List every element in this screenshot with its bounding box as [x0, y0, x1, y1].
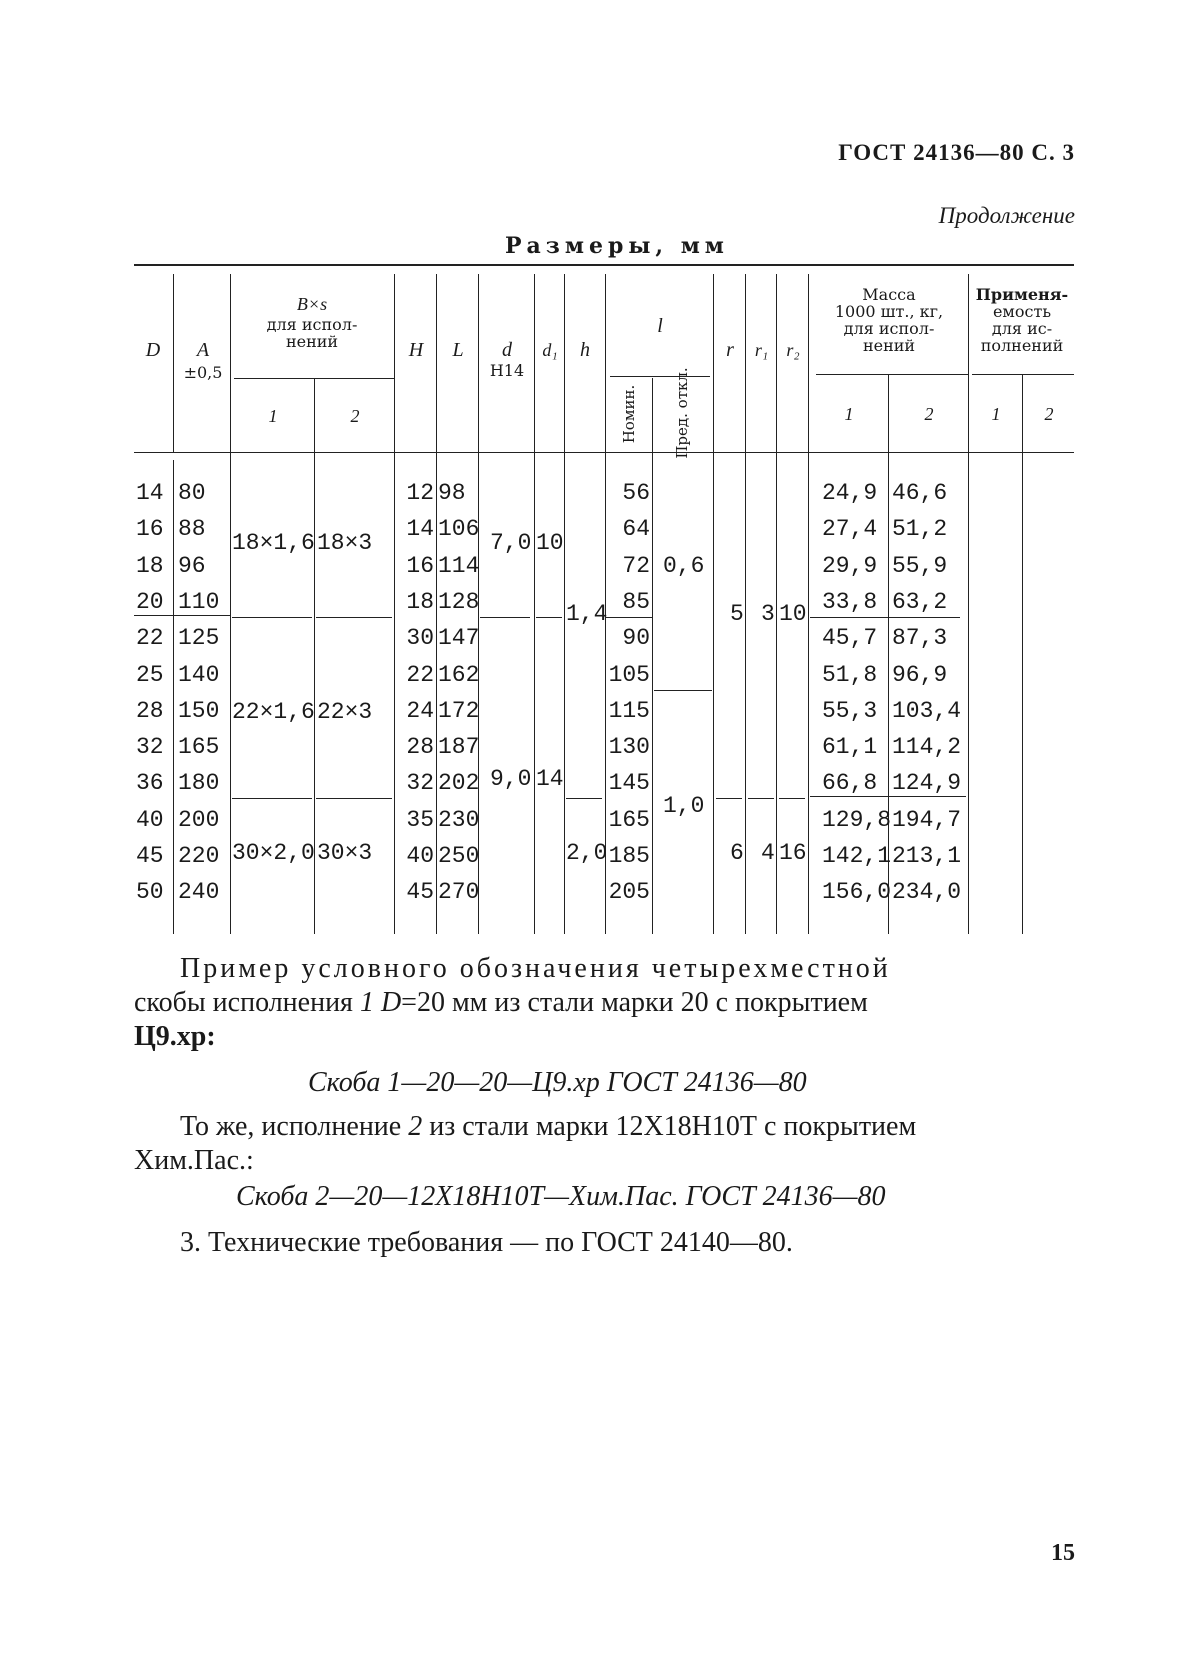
cell-m2-row-3: 55,9 — [892, 552, 948, 579]
cell-l-row-5: 90 — [622, 625, 650, 652]
cell-m1-row-2: 27,4 — [822, 516, 878, 543]
bxs-exec1-group1: 18×1,6 — [232, 530, 315, 556]
col-applicability-header-3: для ис- — [991, 319, 1053, 338]
cell-L-row-2: 106 — [438, 516, 480, 543]
cell-l-row-11: 185 — [608, 843, 650, 869]
r2-group2: 16 — [779, 840, 807, 866]
col-A-header: A — [196, 339, 210, 361]
technical-requirements: 3. Технические требования — по ГОСТ 24140—80. — [180, 1227, 793, 1258]
col-l-header: l — [657, 315, 663, 337]
cell-m1-row-12: 156,0 — [822, 879, 892, 906]
cell-H-row-8: 28 — [406, 734, 434, 761]
cell-L-row-7: 172 — [438, 697, 480, 724]
cell-m2-row-8: 114,2 — [892, 734, 962, 761]
cell-A-row-5: 125 — [178, 625, 220, 652]
col-Bxs-exec1: 1 — [268, 406, 278, 426]
d1-group1: 10 — [536, 530, 564, 556]
col-mass-header-3: для испол- — [843, 319, 935, 338]
col-r1-header: r₁ — [754, 340, 769, 360]
cell-m2-row-7: 103,4 — [892, 697, 962, 724]
bxs-exec2-group1: 18×3 — [317, 530, 373, 556]
cell-m1-row-1: 24,9 — [822, 480, 878, 506]
cell-m2-row-4: 63,2 — [892, 588, 948, 615]
cell-H-row-4: 18 — [406, 588, 434, 615]
example-paragraph-line3: Ц9.хр: — [134, 1021, 216, 1052]
cell-m1-row-4: 33,8 — [822, 588, 878, 615]
r2-group1: 10 — [779, 601, 807, 627]
cell-D-row-11: 45 — [136, 843, 164, 869]
d1-group2: 14 — [536, 766, 564, 792]
cell-H-row-1: 12 — [406, 480, 434, 506]
col-applicability-header-4: полнений — [980, 336, 1064, 355]
designation-example-2: Скоба 2—20—12Х18Н10Т—Хим.Пас. ГОСТ 24136—80 — [236, 1181, 886, 1212]
col-r2-header: r₂ — [786, 340, 800, 360]
document-id: ГОСТ 24136—80 С. 3 — [838, 140, 1075, 165]
d-group2: 9,0 — [490, 766, 532, 792]
cell-m1-row-10: 129,8 — [822, 806, 892, 833]
cell-A-row-10: 200 — [178, 806, 220, 833]
col-l-deviation: Пред. откл. — [673, 367, 691, 459]
col-mass-header-4: нений — [862, 336, 916, 355]
r-group2: 6 — [730, 840, 744, 866]
col-Bxs-exec2: 2 — [350, 406, 360, 426]
cell-A-row-11: 220 — [178, 843, 220, 869]
cell-H-row-10: 35 — [406, 806, 434, 833]
cell-l-row-9: 145 — [608, 770, 650, 797]
cell-L-row-5: 147 — [438, 625, 480, 652]
col-app-exec2: 2 — [1044, 404, 1054, 424]
col-applicability-header-1: Применя- — [975, 285, 1069, 304]
page-number: 15 — [1051, 1540, 1075, 1566]
continuation-label: Продолжение — [938, 203, 1075, 228]
bxs-exec1-group3: 30×2,0 — [232, 840, 315, 866]
cell-A-row-4: 110 — [178, 588, 220, 615]
cell-m2-row-2: 51,2 — [892, 516, 948, 543]
h-group2: 2,0 — [566, 840, 608, 866]
cell-A-row-1: 80 — [178, 480, 206, 506]
col-D-header: D — [145, 339, 161, 361]
cell-L-row-4: 128 — [438, 588, 480, 615]
cell-A-row-7: 150 — [178, 697, 220, 724]
cell-A-row-6: 140 — [178, 661, 220, 688]
cell-D-row-8: 32 — [136, 734, 164, 761]
cell-l-row-10: 165 — [608, 806, 650, 833]
col-Bxs-header: B×s — [296, 294, 328, 314]
cell-L-row-11: 250 — [438, 843, 480, 869]
cell-l-row-3: 72 — [622, 552, 650, 579]
cell-D-row-2: 16 — [136, 516, 164, 543]
example-paragraph-line1 — [180, 952, 1073, 986]
l-deviation-group2: 1,0 — [663, 793, 705, 819]
cell-m1-row-6: 51,8 — [822, 661, 878, 688]
cell-L-row-8: 187 — [438, 734, 480, 761]
cell-l-row-6: 105 — [608, 661, 650, 688]
col-applicability-header-2: емость — [992, 302, 1052, 321]
col-d1-header: d₁ — [542, 340, 558, 360]
cell-D-row-7: 28 — [136, 697, 164, 724]
cell-L-row-3: 114 — [438, 552, 480, 579]
col-app-exec1: 1 — [991, 404, 1001, 424]
col-d-tolerance: H14 — [489, 361, 525, 380]
cell-l-row-8: 130 — [608, 734, 650, 761]
cell-D-row-10: 40 — [136, 806, 164, 833]
cell-H-row-7: 24 — [406, 697, 434, 724]
designation-example-1: Скоба 1—20—20—Ц9.хр ГОСТ 24136—80 — [308, 1067, 807, 1098]
cell-D-row-1: 14 — [136, 480, 164, 506]
col-mass-exec2: 2 — [924, 404, 934, 424]
cell-A-row-2: 88 — [178, 516, 206, 543]
cell-A-row-12: 240 — [178, 879, 220, 906]
r1-group1: 3 — [761, 601, 775, 627]
cell-L-row-10: 230 — [438, 806, 480, 833]
cell-m1-row-9: 66,8 — [822, 770, 878, 797]
cell-L-row-1: 98 — [438, 480, 466, 506]
cell-D-row-12: 50 — [136, 879, 164, 906]
cell-m1-row-3: 29,9 — [822, 552, 878, 579]
cell-m1-row-8: 61,1 — [822, 734, 878, 761]
cell-H-row-12: 45 — [406, 879, 434, 906]
cell-l-row-1: 56 — [622, 480, 650, 506]
cell-H-row-2: 14 — [406, 516, 434, 543]
r-group1: 5 — [730, 601, 744, 627]
cell-D-row-9: 36 — [136, 770, 164, 797]
cell-A-row-9: 180 — [178, 770, 220, 797]
r1-group2: 4 — [761, 840, 775, 866]
cell-m2-row-9: 124,9 — [892, 770, 962, 797]
cell-A-row-8: 165 — [178, 734, 220, 761]
example-intro-text: Пример условного обозначения четырехместной — [180, 953, 891, 984]
cell-D-row-5: 22 — [136, 625, 164, 652]
col-r-header: r — [726, 339, 734, 361]
cell-m2-row-6: 96,9 — [892, 661, 948, 688]
cell-D-row-3: 18 — [136, 552, 164, 579]
cell-l-row-7: 115 — [608, 697, 650, 724]
cell-m2-row-5: 87,3 — [892, 625, 948, 652]
l-deviation-group1: 0,6 — [663, 553, 705, 579]
bxs-exec1-group2: 22×1,6 — [232, 699, 315, 725]
cell-L-row-9: 202 — [438, 770, 480, 797]
cell-A-row-3: 96 — [178, 552, 206, 579]
cell-m1-row-5: 45,7 — [822, 625, 878, 652]
cell-l-row-2: 64 — [622, 516, 650, 543]
col-H-header: H — [408, 339, 424, 361]
col-l-nominal: Номин. — [620, 384, 638, 444]
cell-m1-row-7: 55,3 — [822, 697, 878, 724]
col-L-header: L — [452, 339, 464, 361]
second-example-line1: То же, исполнение 2 из стали марки 12Х18Н10Т с покрытием — [180, 1111, 917, 1142]
col-A-tolerance: ±0,5 — [183, 363, 223, 382]
cell-D-row-6: 25 — [136, 661, 164, 688]
cell-H-row-3: 16 — [406, 552, 434, 579]
cell-m2-row-12: 234,0 — [892, 879, 962, 906]
cell-m2-row-10: 194,7 — [892, 806, 962, 833]
col-mass-header-1: Масса — [862, 285, 916, 304]
bxs-exec2-group3: 30×3 — [317, 840, 373, 866]
cell-m2-row-1: 46,6 — [892, 480, 948, 506]
cell-L-row-6: 162 — [438, 661, 480, 688]
h-group1: 1,4 — [566, 601, 608, 627]
bxs-exec2-group2: 22×3 — [317, 699, 373, 725]
col-Bxs-sub2: нений — [285, 332, 339, 351]
col-h-header: h — [580, 339, 590, 361]
cell-H-row-6: 22 — [406, 661, 434, 688]
second-example-line2: Хим.Пас.: — [134, 1145, 254, 1176]
col-Bxs-sub1: для испол- — [266, 315, 358, 334]
cell-l-row-4: 85 — [622, 588, 650, 615]
col-mass-header-2: 1000 шт., кг, — [834, 302, 944, 321]
cell-D-row-4: 20 — [136, 588, 164, 615]
col-d-header: d — [502, 339, 512, 361]
d-group1: 7,0 — [490, 530, 532, 556]
cell-H-row-9: 32 — [406, 770, 434, 797]
col-mass-exec1: 1 — [844, 404, 854, 424]
cell-l-row-12: 205 — [608, 879, 650, 906]
cell-H-row-11: 40 — [406, 843, 434, 869]
table-title: Размеры, мм — [505, 233, 729, 259]
example-paragraph-line2: скобы исполнения 1 D=20 мм из стали марки 20 с покрытием — [134, 987, 868, 1018]
cell-L-row-12: 270 — [438, 879, 480, 906]
cell-H-row-5: 30 — [406, 625, 434, 652]
cell-m2-row-11: 213,1 — [892, 843, 962, 869]
cell-m1-row-11: 142,1 — [822, 843, 892, 869]
